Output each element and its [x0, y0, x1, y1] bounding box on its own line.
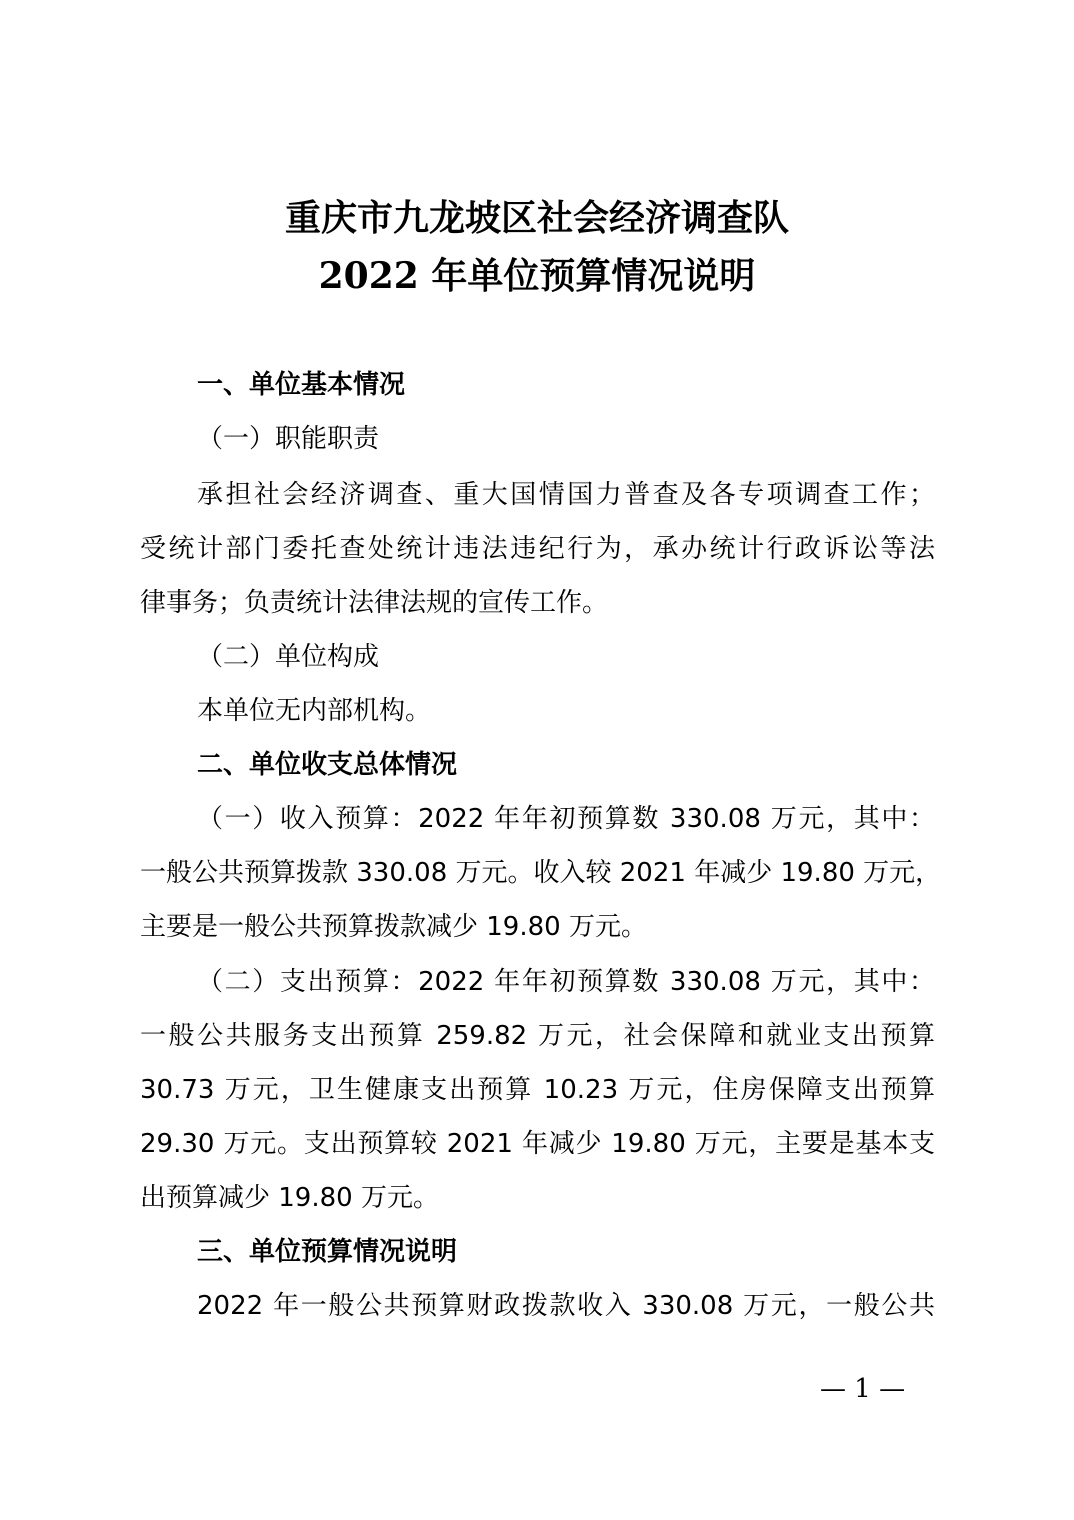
- section-heading-3: 三、单位预算情况说明: [197, 1237, 458, 1267]
- paragraph-line: （一）收入预算：2022 年年初预算数 330.08 万元，其中：: [197, 804, 935, 834]
- section-heading-2: 二、单位收支总体情况: [197, 750, 458, 780]
- paragraph-line: 30.73 万元，卫生健康支出预算 10.23 万元，住房保障支出预算: [140, 1075, 935, 1105]
- paragraph-line: 律事务；负责统计法律法规的宣传工作。: [140, 588, 609, 618]
- section-heading-1: 一、单位基本情况: [197, 370, 406, 400]
- paragraph-line: 一般公共服务支出预算 259.82 万元，社会保障和就业支出预算: [140, 1021, 935, 1051]
- paragraph-line: 受统计部门委托查处统计违法违纪行为，承办统计行政诉讼等法: [140, 534, 935, 564]
- paragraph-line: 2022 年一般公共预算财政拨款收入 330.08 万元，一般公共: [197, 1291, 935, 1321]
- paragraph-line: 承担社会经济调查、重大国情国力普查及各专项调查工作；: [197, 480, 935, 510]
- subsection-heading-composition: （二）单位构成: [197, 642, 380, 672]
- paragraph-line: 一般公共预算拨款 330.08 万元。收入较 2021 年减少 19.80 万元，: [140, 858, 942, 888]
- page-number: — 1 —: [820, 1374, 906, 1404]
- paragraph-line: （二）支出预算：2022 年年初预算数 330.08 万元，其中：: [197, 967, 935, 997]
- paragraph-line: 出预算减少 19.80 万元。: [140, 1183, 439, 1213]
- document-title-line1: 重庆市九龙坡区社会经济调查队: [284, 197, 789, 239]
- paragraph-line: 主要是一般公共预算拨款减少 19.80 万元。: [140, 912, 647, 942]
- paragraph-line: 29.30 万元。支出预算较 2021 年减少 19.80 万元，主要是基本支: [140, 1129, 935, 1159]
- subsection-heading-duties: （一）职能职责: [197, 424, 380, 454]
- document-title-line2: 2022 年单位预算情况说明: [318, 255, 756, 297]
- paragraph-line: 本单位无内部机构。: [197, 696, 432, 726]
